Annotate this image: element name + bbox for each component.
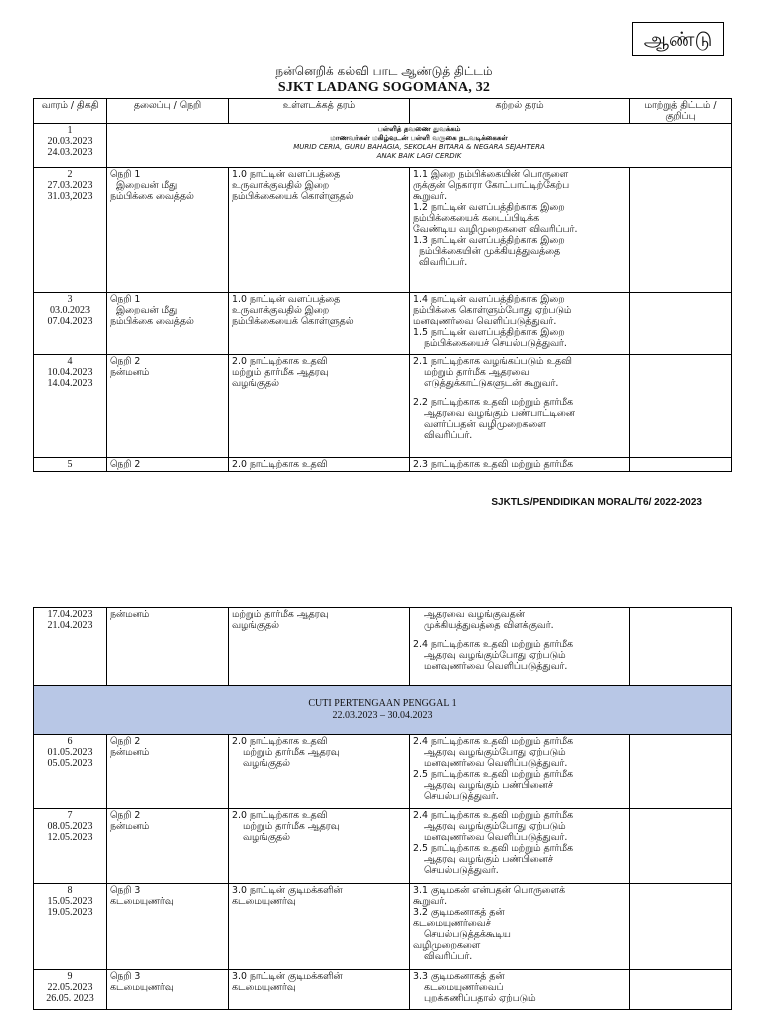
value-label: நெறி 1 <box>110 169 141 180</box>
plan-table-page1 <box>33 98 732 472</box>
table-row <box>34 293 732 355</box>
learning-line: நம்பிக்கையின் முக்கியத்துவத்தை <box>419 246 561 257</box>
learning-line: 2.4 நாட்டிற்காக உதவி மற்றும் தார்மீக <box>413 810 573 821</box>
document-title: நன்னெறிக் கல்வி பாட ஆண்டுத் திட்டம் <box>275 64 493 78</box>
content-line: கடமையுணர்வு <box>232 982 296 993</box>
table-row <box>34 809 732 884</box>
remarks-cell <box>630 608 732 686</box>
table-row-week1 <box>34 124 732 168</box>
learning-standard-cell <box>410 458 630 472</box>
topic-cell <box>107 168 229 293</box>
content-standard-cell <box>229 970 410 1010</box>
learning-line: 1.2 நாட்டின் வளப்பத்திற்காக இறை <box>413 202 565 213</box>
topic-line: நம்பிக்கை வைத்தல் <box>110 191 194 202</box>
content-line: 3.0 நாட்டின் குடிமக்களின் <box>232 885 343 896</box>
topic-cell <box>107 884 229 970</box>
content-standard-cell <box>229 458 410 472</box>
content-line: உருவாக்குவதில் இறை <box>232 180 330 191</box>
learning-line: செயல்படுத்தக்கூடிய <box>424 929 511 940</box>
topic-line: இறைவன் மீது <box>116 180 178 191</box>
week-date: 27.03.2023 <box>47 180 93 191</box>
content-line: 2.0 நாட்டிற்காக உதவி <box>232 810 328 821</box>
table-row <box>34 608 732 686</box>
week-cell <box>34 168 107 293</box>
learning-line: மனவுணர்வை வெளிப்படுத்துவர். <box>424 832 568 843</box>
week-date: 17.04.2023 <box>47 609 93 620</box>
week-date: 15.05.2023 <box>47 896 93 907</box>
value-label: நெறி 1 <box>110 294 141 305</box>
learning-line: 2.1 நாட்டிற்காக வழங்கப்படும் உதவி <box>413 356 572 367</box>
content-line: 1.0 நாட்டின் வளப்பத்தை <box>232 169 341 180</box>
holiday-dates: 22.03.2023 – 30.04.2023 <box>332 710 433 721</box>
learning-standard-cell <box>410 970 630 1010</box>
week-start-date: 20.03.2023 <box>47 136 93 147</box>
learning-line: ஆதரவு வழங்கும் பண்பினைச் <box>424 854 553 865</box>
content-line: 3.0 நாட்டின் குடிமக்களின் <box>232 971 343 982</box>
week-date: 14.04.2023 <box>47 378 93 389</box>
content-standard-cell <box>229 293 410 355</box>
content-line: நம்பிக்கையைக் கொள்ளுதல் <box>232 191 354 202</box>
learning-line: முக்கியத்துவத்தை விளக்குவர். <box>424 620 554 631</box>
content-standard-cell <box>229 608 410 686</box>
learning-line: நம்பிக்கையைக் கடைப்பிடிக்க <box>413 213 540 224</box>
content-line: மற்றும் தார்மீக ஆதரவு <box>232 367 329 378</box>
content-standard-cell <box>229 735 410 809</box>
remarks-cell <box>630 168 732 293</box>
learning-line: 3.2 குடிமகனாகத் தன் <box>413 907 505 918</box>
opening-line: MURID CERIA, GURU BAHAGIA, SEKOLAH BITARA & NEGARA SEJAHTERA <box>293 143 545 151</box>
learning-line: 1.5 நாட்டின் வளப்பத்திற்காக இறை <box>413 327 565 338</box>
opening-line: மாணவர்கள் மகிழ்வுடன் பள்ளி வருகை நடவடிக்கைகள் <box>330 134 508 142</box>
week-number: 6 <box>67 736 73 747</box>
remarks-cell <box>630 970 732 1010</box>
header-content-standard: உள்ளடக்கத் தரம் <box>229 99 410 124</box>
header-remarks: மாற்றுத் திட்டம் / குறிப்பு <box>630 99 732 124</box>
learning-line: கூறுவர். <box>413 896 448 907</box>
learning-line: 2.2 நாட்டிற்காக உதவி மற்றும் தார்மீக <box>413 397 573 408</box>
value-label: நெறி 3 <box>110 971 141 982</box>
topic-cell <box>107 970 229 1010</box>
week-end-date: 24.03.2023 <box>47 147 93 158</box>
opening-line: பள்ளித் தவணை துவக்கம் <box>377 125 461 133</box>
learning-line: ஆதரவு வழங்கும் பண்பினைச் <box>424 780 553 791</box>
header-row <box>34 99 732 124</box>
remarks-cell <box>630 884 732 970</box>
table-row <box>34 735 732 809</box>
learning-line: கடமையுணர்வைச் <box>413 918 491 929</box>
learning-line: கடமையுணர்வைப் <box>424 982 504 993</box>
learning-line: செயல்படுத்துவர். <box>424 791 499 802</box>
learning-line <box>413 631 626 639</box>
learning-line: செயல்படுத்துவர். <box>424 865 499 876</box>
holiday-cell <box>34 686 732 735</box>
learning-line: விவரிப்பர். <box>424 951 473 962</box>
learning-line: 2.4 நாட்டிற்காக உதவி மற்றும் தார்மீக <box>413 639 573 650</box>
remarks-cell <box>630 735 732 809</box>
remarks-cell <box>630 809 732 884</box>
week-date: 31.03,2023 <box>47 191 93 202</box>
learning-line: விவரிப்பர். <box>424 430 473 441</box>
holiday-title: CUTI PERTENGAAN PENGGAL 1 <box>308 698 457 709</box>
week-date: 26.05. 2023 <box>46 993 94 1004</box>
remarks-cell <box>630 355 732 458</box>
content-line: மற்றும் தார்மீக ஆதரவு <box>243 747 340 758</box>
week-date: 01.05.2023 <box>47 747 93 758</box>
learning-standard-cell <box>410 735 630 809</box>
header-week-date: வாரம் / திகதி <box>34 99 107 124</box>
learning-line: மனவுணர்வை வெளிப்படுத்துவர். <box>424 661 568 672</box>
week-number: 7 <box>67 810 73 821</box>
school-opening-cell <box>107 124 732 168</box>
week-cell <box>34 884 107 970</box>
learning-line: ஆதரவு வழங்கும்போது ஏற்படும் <box>424 650 566 661</box>
learning-line: நம்பிக்கையைச் செயல்படுத்துவர். <box>424 338 567 349</box>
week-date: 07.04.2023 <box>47 316 93 327</box>
topic-line: நன்மனம் <box>110 747 150 758</box>
topic-cell <box>107 458 229 472</box>
topic-line: நன்மனம் <box>110 821 150 832</box>
topic-cell <box>107 809 229 884</box>
value-label: நெறி 2 <box>110 736 141 747</box>
learning-line: விவரிப்பர். <box>419 257 468 268</box>
week-cell <box>34 293 107 355</box>
content-line: 2.0 நாட்டிற்காக உதவி <box>232 356 328 367</box>
week-cell <box>34 124 107 168</box>
content-line: 1.0 நாட்டின் வளப்பத்தை <box>232 294 341 305</box>
learning-line: வழிமுறைகளை <box>413 940 481 951</box>
table-row <box>34 168 732 293</box>
content-standard-cell <box>229 355 410 458</box>
learning-line: வளர்ப்பதன் வழிமுறைகளை <box>424 419 546 430</box>
topic-line: நன்மனம் <box>110 367 150 378</box>
content-line: நம்பிக்கையைக் கொள்ளுதல் <box>232 316 354 327</box>
topic-cell <box>107 293 229 355</box>
week-number: 2 <box>67 169 73 180</box>
header-learning-standard: கற்றல் தரம் <box>410 99 630 124</box>
learning-line: ருக்குன் நெகாரா கோட்பாட்டிற்கேற்ப <box>413 180 570 191</box>
week-date: 22.05.2023 <box>47 982 93 993</box>
week-cell <box>34 458 107 472</box>
week-date: 19.05.2023 <box>47 907 93 918</box>
week-cell <box>34 809 107 884</box>
content-line: வழங்குதல் <box>232 620 279 631</box>
learning-standard-cell <box>410 168 630 293</box>
value-label: நெறி 2 <box>110 356 141 367</box>
learning-standard-cell <box>410 355 630 458</box>
week-date: 05.05.2023 <box>47 758 93 769</box>
opening-line: ANAK BAIK LAGI CERDIK <box>376 152 462 160</box>
learning-line: மனவுணர்வை வெளிப்படுத்துவர். <box>413 316 557 327</box>
learning-standard-cell <box>410 293 630 355</box>
school-name: SJKT LADANG SOGOMANA, 32 <box>277 80 491 95</box>
week-number: 8 <box>67 885 73 896</box>
content-line: 2.0 நாட்டிற்காக உதவி <box>232 459 328 470</box>
week-number: 3 <box>67 294 73 305</box>
week-number: 9 <box>67 971 73 982</box>
learning-line: மனவுணர்வை வெளிப்படுத்துவர். <box>424 758 568 769</box>
learning-line: 3.3 குடிமகனாகத் தன் <box>413 971 505 982</box>
topic-cell <box>107 355 229 458</box>
table-row <box>34 458 732 472</box>
content-standard-cell <box>229 809 410 884</box>
content-standard-cell <box>229 168 410 293</box>
learning-line: 2.3 நாட்டிற்காக உதவி மற்றும் தார்மீக <box>413 459 573 470</box>
learning-line: ஆதரவு வழங்கும்போது ஏற்படும் <box>424 821 566 832</box>
topic-line: நன்மனம் <box>110 609 150 620</box>
week-cell <box>34 970 107 1010</box>
content-line: உருவாக்குவதில் இறை <box>232 305 330 316</box>
learning-line: நம்பிக்கை கொள்ளும்போது ஏற்படும் <box>413 305 572 316</box>
content-line: மற்றும் தார்மீக ஆதரவு <box>243 821 340 832</box>
header-topic: தலைப்பு / நெறி <box>107 99 229 124</box>
footer-code: SJKTLS/PENDIDIKAN MORAL/T6/ 2022-2023 <box>491 497 702 508</box>
topic-cell <box>107 735 229 809</box>
learning-line: மற்றும் தார்மீக ஆதரவை <box>424 367 530 378</box>
learning-line <box>413 389 626 397</box>
remarks-cell <box>630 293 732 355</box>
table-row <box>34 884 732 970</box>
content-line: வழங்குதல் <box>243 832 290 843</box>
week-cell <box>34 355 107 458</box>
value-label: நெறி 3 <box>110 885 141 896</box>
learning-standard-cell <box>410 608 630 686</box>
learning-standard-cell <box>410 884 630 970</box>
learning-line: 1.3 நாட்டின் வளப்பத்திற்காக இறை <box>413 235 565 246</box>
learning-standard-cell <box>410 809 630 884</box>
table-row <box>34 970 732 1010</box>
learning-line: 2.5 நாட்டிற்காக உதவி மற்றும் தார்மீக <box>413 843 573 854</box>
content-line: மற்றும் தார்மீக ஆதரவு <box>232 609 329 620</box>
content-line: 2.0 நாட்டிற்காக உதவி <box>232 736 328 747</box>
week-date: 21.04.2023 <box>47 620 93 631</box>
week-number: 1 <box>67 125 73 136</box>
learning-line: 1.4 நாட்டின் வளப்பத்திற்காக இறை <box>413 294 565 305</box>
value-label: நெறி 2 <box>110 459 141 470</box>
topic-cell <box>107 608 229 686</box>
learning-line: எடுத்துக்காட்டுகளுடன் கூறுவர். <box>424 378 559 389</box>
learning-line: 3.1 குடிமகன் என்பதன் பொருளைக் <box>413 885 565 896</box>
learning-line: ஆதரவை வழங்கும் பண்பாட்டினை <box>424 408 575 419</box>
content-line: கடமையுணர்வு <box>232 896 296 907</box>
content-line: வழங்குதல் <box>232 378 279 389</box>
learning-line: 2.4 நாட்டிற்காக உதவி மற்றும் தார்மீக <box>413 736 573 747</box>
topic-line: இறைவன் மீது <box>116 305 178 316</box>
week-cell <box>34 608 107 686</box>
topic-line: கடமையுணர்வு <box>110 896 174 907</box>
topic-line: கடமையுணர்வு <box>110 982 174 993</box>
year-label-box: ஆண்டு <box>632 22 724 56</box>
learning-line: 2.5 நாட்டிற்காக உதவி மற்றும் தார்மீக <box>413 769 573 780</box>
learning-line: 1.1 இறை நம்பிக்கையின் பொருளை <box>413 169 569 180</box>
value-label: நெறி 2 <box>110 810 141 821</box>
week-date: 03.0.2023 <box>50 305 90 316</box>
week-date: 10.04.2023 <box>47 367 93 378</box>
content-line: வழங்குதல் <box>243 758 290 769</box>
learning-line: புறக்கணிப்பதால் ஏற்படும் <box>424 993 536 1004</box>
week-number: 4 <box>67 356 73 367</box>
remarks-cell <box>630 458 732 472</box>
plan-table-page2 <box>33 607 732 1010</box>
topic-line: நம்பிக்கை வைத்தல் <box>110 316 194 327</box>
learning-line: கூறுவர். <box>413 191 448 202</box>
content-standard-cell <box>229 884 410 970</box>
week-cell <box>34 735 107 809</box>
holiday-row <box>34 686 732 735</box>
week-number: 5 <box>67 459 73 470</box>
learning-line: ஆதரவை வழங்குவதன் <box>424 609 525 620</box>
week-date: 08.05.2023 <box>47 821 93 832</box>
week-date: 12.05.2023 <box>47 832 93 843</box>
learning-line: ஆதரவு வழங்கும்போது ஏற்படும் <box>424 747 566 758</box>
table-row <box>34 355 732 458</box>
learning-line: வேண்டிய வழிமுறைகளை விவரிப்பர். <box>413 224 578 235</box>
